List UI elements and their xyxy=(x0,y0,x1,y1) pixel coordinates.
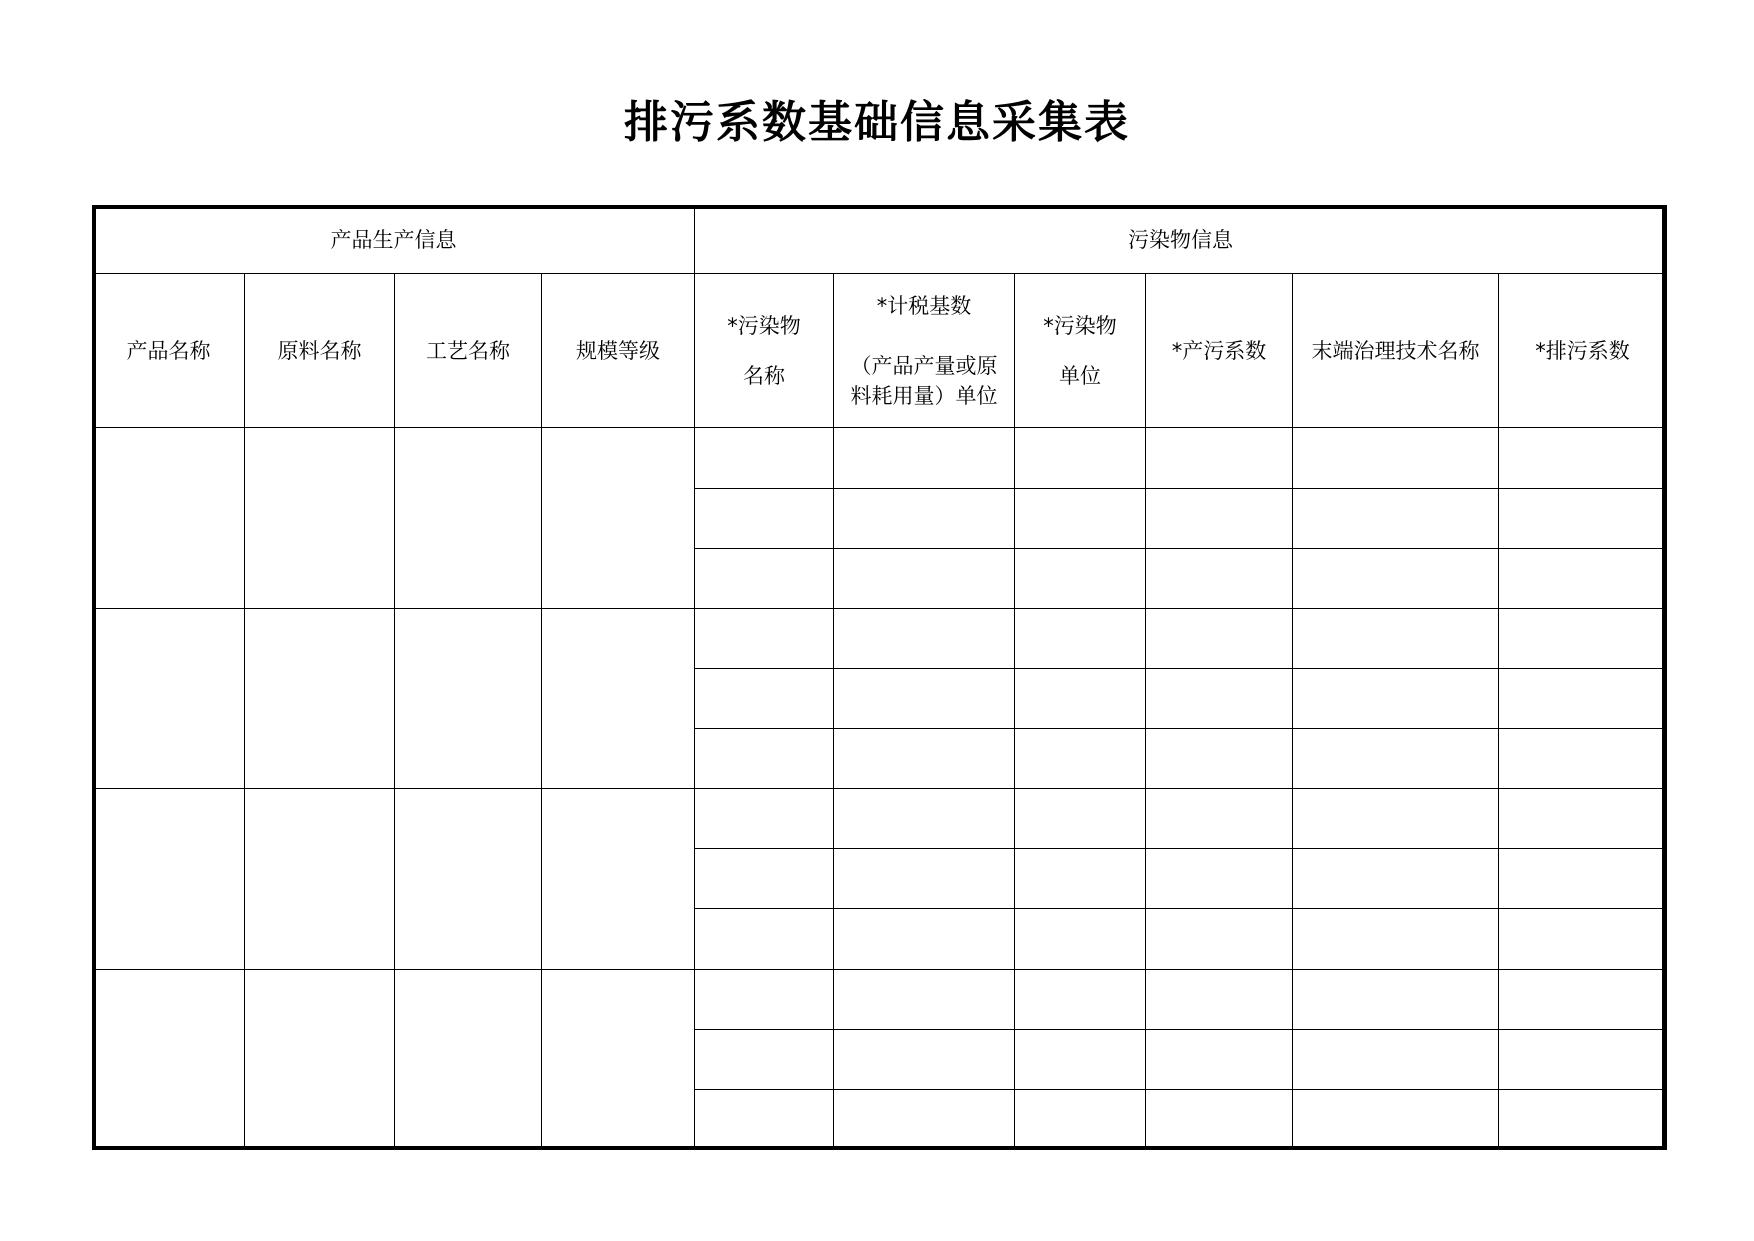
form-title: 排污系数基础信息采集表 xyxy=(624,97,1130,148)
header-material-name-label: 原料名称 xyxy=(277,338,362,363)
header-production-coefficient-label: *产污系数 xyxy=(1171,338,1267,363)
header-scale-level-label: 规模等级 xyxy=(576,338,660,363)
header-emission-coefficient-label: *排污系数 xyxy=(1535,338,1630,363)
header-tax-base-line3: 料耗用量）单位 xyxy=(850,383,998,408)
header-pollutant-unit-line2: 单位 xyxy=(1059,363,1101,388)
header-tax-base-line1: *计税基数 xyxy=(876,293,972,318)
table-outer-border xyxy=(92,205,1666,1150)
group-production-label: 产品生产信息 xyxy=(330,227,457,252)
header-product-name-label: 产品名称 xyxy=(126,338,211,363)
header-treatment-technology-label: 末端治理技术名称 xyxy=(1311,338,1480,363)
header-pollutant-name-line2: 名称 xyxy=(743,363,785,388)
header-pollutant-unit-line1: *污染物 xyxy=(1043,313,1117,338)
header-pollutant-name-line1: *污染物 xyxy=(727,313,801,338)
group-pollutant-label: 污染物信息 xyxy=(1128,227,1234,252)
header-process-name-label: 工艺名称 xyxy=(426,338,510,363)
header-tax-base-line2: （产品产量或原 xyxy=(850,353,998,378)
